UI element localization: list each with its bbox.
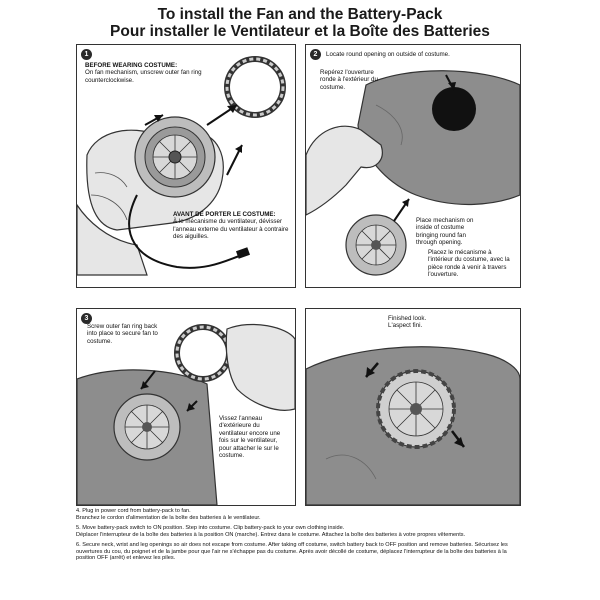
place-mechanism-fr: Placez le mécanisme à l'intérieur du costume, avec la pièce ronde à venir à travers l'ouverture. bbox=[428, 249, 510, 279]
additional-steps bbox=[76, 508, 524, 565]
panel-step-3 bbox=[76, 308, 296, 506]
step-6-en: 6. Secure neck, wrist and leg openings so air does not escape from costume. After taking off costume, switch battery back to OFF position and remove batteries. bbox=[76, 541, 473, 548]
step-number-3: 3 bbox=[81, 313, 92, 324]
locate-opening-en: Locate round opening on outside of costume. bbox=[326, 51, 450, 58]
step-number-1: 1 bbox=[81, 49, 92, 60]
step-6-fr: Sécurisez les ouvertures du cou, du poignet et de la jambe pour que l'air ne s'échappe pas du costume. Après avoir décollé de costume, déplacez l'interrupteur de la boîte des batteries à la position OFF (arrêt) et enlevez les piles. bbox=[76, 541, 508, 562]
before-heading: BEFORE WEARING COSTUME: bbox=[85, 62, 178, 69]
finished-look-caption bbox=[388, 315, 458, 330]
panel-step-1 bbox=[76, 44, 296, 288]
step-4-fr: Branchez le cordon d'alimentation de la boîte des batteries à le ventilateur. bbox=[76, 514, 261, 521]
screw-ring-en: Screw outer fan ring back into place to secure fan to costume. bbox=[87, 323, 158, 345]
avant-costume-instruction bbox=[173, 211, 293, 241]
screw-ring-fr: Vissez l'anneau d'extérieure du ventilateur encore une fois sur le ventilateur, pour attacher le sur le costume. bbox=[219, 415, 281, 460]
finished-look-illustration bbox=[306, 309, 520, 505]
panel-finished bbox=[305, 308, 521, 506]
place-mechanism-en: Place mechanism on inside of costume bringing round fan through opening. bbox=[416, 217, 474, 247]
avant-heading: AVANT DE PORTER LE COSTUME: bbox=[173, 211, 276, 218]
step-4 bbox=[76, 508, 524, 522]
step-6 bbox=[76, 542, 524, 563]
step-5-fr: Déplacer l'interrupteur de la boîte des batteries à la position ON (marche). Entrez dans le costume. Attachez la boîte des batteries à votre propres vêtements. bbox=[76, 531, 466, 538]
finished-look-en: Finished look. bbox=[388, 315, 427, 322]
step-number-2: 2 bbox=[310, 49, 321, 60]
title-french: Pour installer le Ventilateur et la Boîte des Batteries bbox=[110, 23, 490, 40]
before-costume-instruction bbox=[85, 62, 235, 84]
before-text: On fan mechanism, unscrew outer fan ring counterclockwise. bbox=[85, 69, 202, 84]
finished-look-fr: L'aspect fini. bbox=[388, 322, 423, 330]
step-5 bbox=[76, 525, 524, 539]
title-english: To install the Fan and the Battery-Pack bbox=[157, 6, 443, 23]
step-5-en: 5. Move battery-pack switch to ON position. Step into costume. Clip battery-pack to your own clothing inside. bbox=[76, 524, 345, 531]
step-4-en: 4. Plug in power cord from battery-pack to fan. bbox=[76, 508, 191, 514]
avant-text: À le mécanisme du ventilateur, dévisser l'anneau externe du ventilateur à contraire des aiguilles. bbox=[173, 218, 289, 241]
panel-step-2 bbox=[305, 44, 521, 288]
locate-opening-fr: Repérez l'ouverture ronde à l'extérieur du costume. bbox=[320, 69, 378, 91]
